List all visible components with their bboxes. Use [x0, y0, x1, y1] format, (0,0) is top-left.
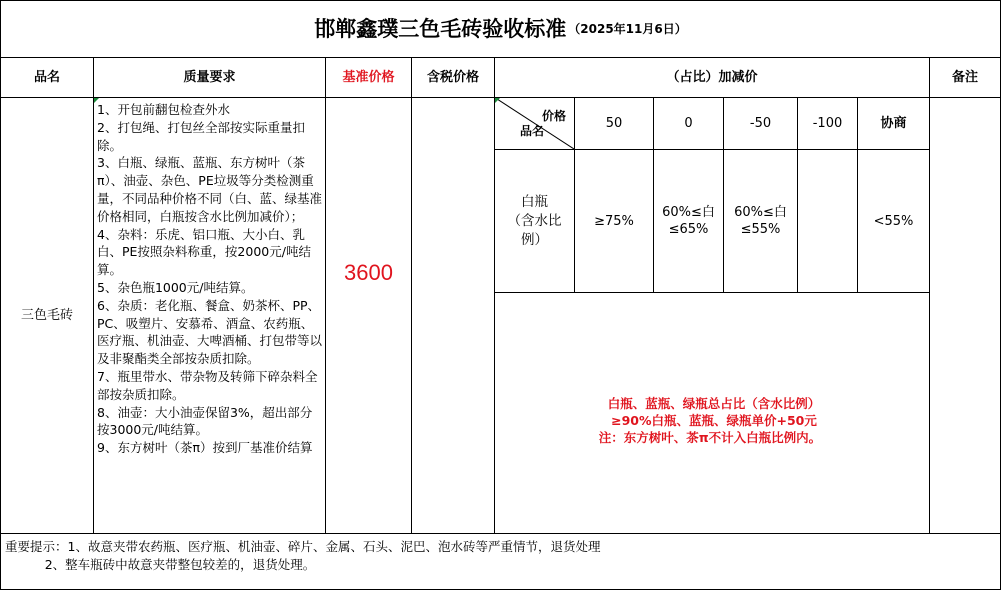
header-tax-price: 含税价格: [426, 70, 479, 85]
price-col-minus50: -50: [749, 116, 772, 131]
bonus-note-line-3: 注：东方树叶、茶π不计入白瓶比例内。: [598, 429, 822, 445]
bonus-note: [495, 293, 929, 533]
header-remark: 备注: [951, 70, 978, 85]
price-col-negotiate: 协商: [880, 116, 907, 131]
quality-requirements: 1、开包前翻包检查外水 2、打包绳、打包丝全部按实际重量扣除。 3、白瓶、绿瓶、蓝瓶、东方树叶（茶π）、油壶、杂色、PE垃圾等分类检测重量，不同品种价格不同（白、蓝、绿基准价格相同，白瓶按含水比例加减价）； 4、杂料：乐虎、铝口瓶、大小白、乳白、PE按照杂料称重，按2000元/吨结算。 5、杂色瓶1000元/吨结算。 6、杂质：老化瓶、餐盒、奶茶杯、PP、PC、吸塑片、安慕希、酒盒、农药瓶、医疗瓶、机油壶、大啤酒桶、打包带等以及非聚酯类全部按杂质扣除。 7、瓶里带水、带杂物及转筛下碎杂料全部按杂质扣除。 8、油壶：大小油壶保留3%，超出部分按3000元/吨结算。 9、东方树叶（茶π）按到厂基准价结算: [97, 102, 323, 456]
header-base-price: 基准价格: [342, 70, 395, 85]
bonus-note-line-2: ≥90%白瓶、蓝瓶、绿瓶单价+50元: [611, 412, 817, 428]
product-name: 三色毛砖: [20, 308, 73, 323]
grid-line: [494, 57, 495, 534]
price-col-50: 50: [605, 116, 623, 131]
price-col-0: 0: [684, 116, 693, 131]
base-price-value: 3600: [344, 259, 393, 285]
grid-line: [929, 57, 930, 534]
grid-line: [797, 97, 798, 293]
notice-line-2: 2、整车瓶砖中故意夹带整包较差的，退货处理。: [5, 557, 316, 572]
ratio-cell-minus100: [798, 150, 857, 292]
cell-marker: [495, 98, 500, 103]
grid-line: [653, 97, 654, 293]
header-product: 品名: [33, 70, 60, 85]
corner-label-product: 品名: [520, 124, 545, 138]
header-adjust: （占比）加减价: [666, 70, 758, 85]
ratio-cell-50: ≥75%: [594, 213, 634, 229]
title-date: （2025年11月6日）: [568, 21, 687, 36]
corner-label-price: 价格: [541, 109, 566, 123]
grid-line: [0, 0, 1001, 1]
grid-line: [494, 292, 930, 293]
grid-line: [325, 57, 326, 534]
corner-cell: [494, 97, 574, 149]
header-quality: 质量要求: [183, 70, 236, 85]
grid-line: [0, 57, 1001, 58]
grid-line: [574, 97, 575, 293]
row-label-white-bottle: 白瓶 （含水比 例）: [507, 193, 562, 248]
grid-line: [0, 97, 1001, 98]
ratio-cell-0: 60%≤白 ≤65%: [662, 205, 715, 237]
important-notice: [1, 534, 1000, 589]
title-main: 邯郸鑫璞三色毛砖验收标准: [314, 16, 567, 41]
cell-marker: [94, 98, 99, 103]
bonus-note-line-1: 白瓶、蓝瓶、绿瓶总占比（含水比例）: [607, 395, 821, 411]
price-col-minus100: -100: [812, 116, 843, 131]
ratio-cell-negotiate: <55%: [873, 213, 914, 229]
grid-line: [93, 57, 94, 534]
grid-line: [857, 97, 858, 293]
grid-line: [723, 97, 724, 293]
grid-line: [0, 0, 1, 590]
notice-line-1: 重要提示：1、故意夹带农药瓶、医疗瓶、机油壶、碎片、金属、石头、泥巴、泡水砖等严重情节，退货处理: [5, 539, 601, 554]
grid-line: [494, 149, 930, 150]
sheet-title: [1, 1, 1000, 57]
grid-line: [0, 533, 1001, 534]
grid-line: [411, 57, 412, 534]
ratio-cell-minus50: 60%≤白 ≤55%: [734, 205, 787, 237]
